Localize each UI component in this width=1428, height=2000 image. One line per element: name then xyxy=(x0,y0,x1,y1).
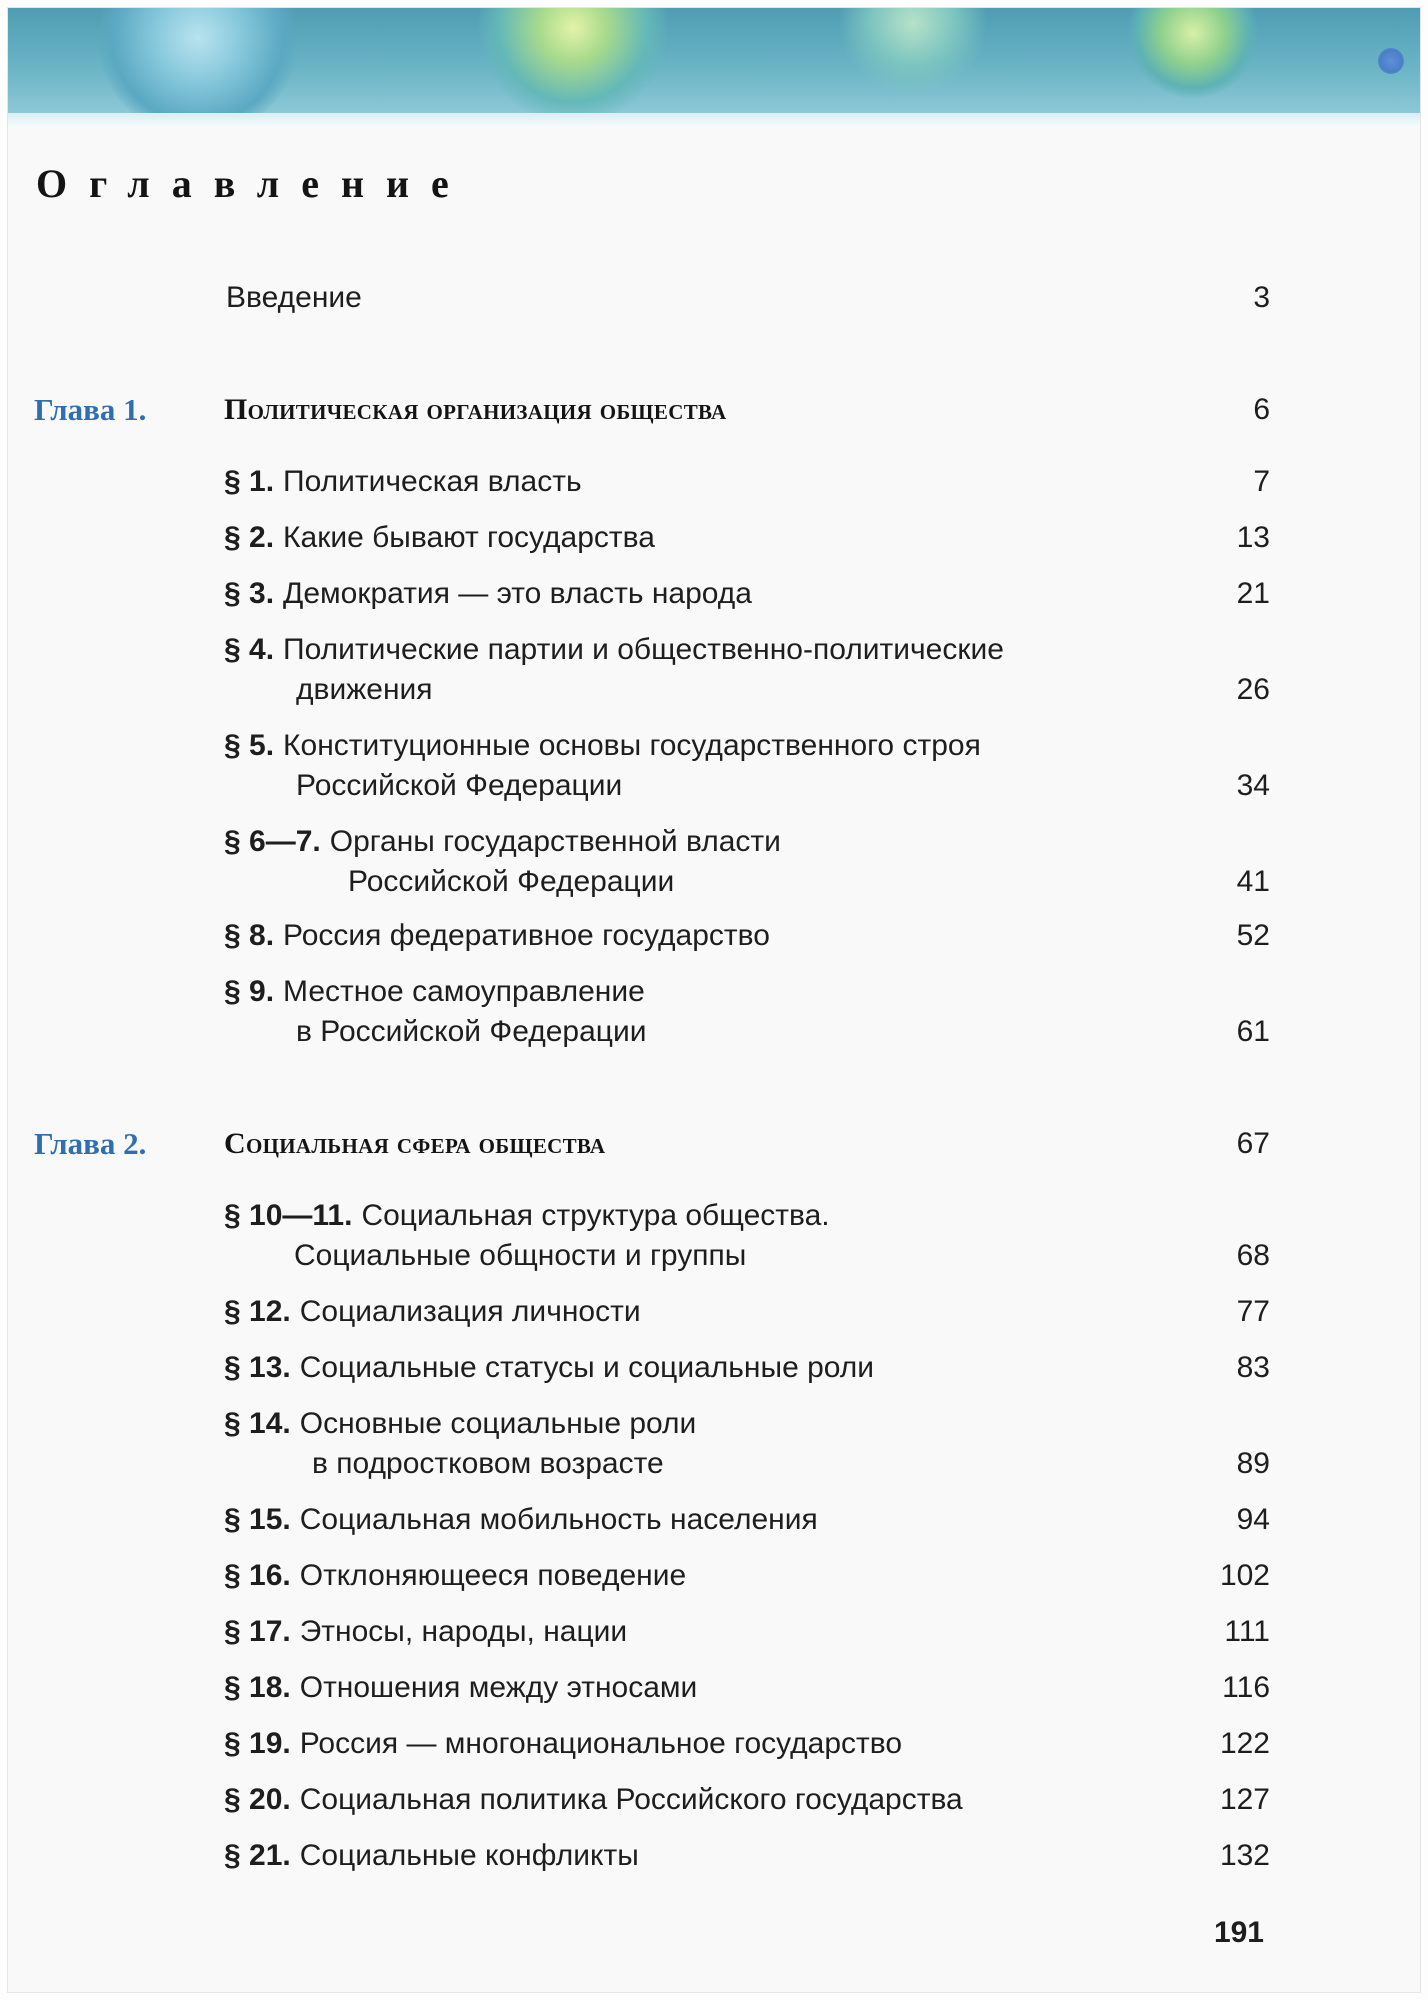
page-number: 127 xyxy=(1219,1783,1270,1816)
page-number: 89 xyxy=(1236,1447,1270,1480)
page-number: 34 xyxy=(1236,769,1270,802)
section-number: § 9. xyxy=(224,975,275,1008)
entry-text xyxy=(224,462,582,502)
entry-text xyxy=(224,1292,641,1332)
section-title: Демократия — это власть народа xyxy=(283,577,752,610)
chapter-title: Политическая организация общества xyxy=(224,393,727,426)
section-number: § 18. xyxy=(224,1671,291,1704)
header-banner xyxy=(8,8,1420,113)
chapter-label: Глава 2. xyxy=(34,1126,147,1161)
page-number: 132 xyxy=(1219,1839,1270,1872)
section-number: § 3. xyxy=(224,577,275,610)
entry-text xyxy=(224,1612,627,1652)
entry-text xyxy=(224,1836,639,1876)
section-number: § 8. xyxy=(224,919,275,952)
section-title: Россия федеративное государство xyxy=(283,919,770,952)
section-number: § 14. xyxy=(224,1407,291,1440)
page-number: 3 xyxy=(1253,281,1270,314)
page-number: 61 xyxy=(1236,1015,1270,1048)
entry-text xyxy=(224,1500,818,1540)
section-title: Какие бывают государства xyxy=(283,521,655,554)
section-title: Политическая власть xyxy=(283,465,582,498)
entry-text xyxy=(224,1348,874,1388)
section-title: Этносы, народы, нации xyxy=(299,1615,628,1648)
entry-text xyxy=(224,1724,902,1764)
page-number: 7 xyxy=(1253,465,1270,498)
page-number: 77 xyxy=(1236,1295,1270,1328)
section-title: Местное самоуправление xyxy=(283,975,645,1008)
section-number: § 2. xyxy=(224,521,275,554)
page-number: 68 xyxy=(1236,1239,1270,1272)
decor-bubble xyxy=(1128,8,1258,98)
page-number: 94 xyxy=(1236,1503,1270,1536)
page-number: 13 xyxy=(1236,521,1270,554)
section-title-cont: движения xyxy=(296,673,433,706)
section-title: Социальная структура общества. xyxy=(361,1199,830,1232)
section-number: § 19. xyxy=(224,1727,291,1760)
page-title: Оглавление xyxy=(36,161,471,206)
section-title-cont: в Российской Федерации xyxy=(296,1015,647,1048)
entry-text xyxy=(224,518,655,558)
section-title: Социальные статусы и социальные роли xyxy=(299,1351,875,1384)
page-number: 41 xyxy=(1236,865,1270,898)
entry-text xyxy=(224,574,752,614)
section-title: Социальные конфликты xyxy=(299,1839,639,1872)
entry-text xyxy=(224,1668,697,1708)
section-number: § 6—7. xyxy=(224,825,321,858)
entry-label: Введение xyxy=(226,281,362,314)
entry-text xyxy=(224,726,981,806)
section-number: § 17. xyxy=(224,1615,291,1648)
page-number: 21 xyxy=(1236,577,1270,610)
section-number: § 16. xyxy=(224,1559,291,1592)
entry-text xyxy=(224,630,1004,710)
section-title: Социализация личности xyxy=(299,1295,641,1328)
page-number: 83 xyxy=(1236,1351,1270,1384)
entry-text xyxy=(224,1556,686,1596)
page-number: 111 xyxy=(1224,1615,1270,1648)
folio-page-number: 191 xyxy=(1213,1916,1264,1949)
decor-bubble xyxy=(478,8,668,113)
section-title: Конституционные основы государственного строя xyxy=(283,729,981,762)
section-number: § 10—11. xyxy=(224,1199,353,1232)
section-number: § 15. xyxy=(224,1503,291,1536)
header-strip xyxy=(8,113,1420,127)
section-title-cont: Российской Федерации xyxy=(348,865,675,898)
section-title: Социальная мобильность населения xyxy=(299,1503,818,1536)
page-number: 122 xyxy=(1219,1727,1270,1760)
entry-text xyxy=(224,1780,963,1820)
section-title: Социальная политика Российского государства xyxy=(299,1783,963,1816)
decor-bubble xyxy=(838,8,988,98)
page-number: 102 xyxy=(1219,1559,1270,1592)
section-title: Отклоняющееся поведение xyxy=(299,1559,687,1592)
chapter-label: Глава 1. xyxy=(34,392,147,427)
section-number: § 12. xyxy=(224,1295,291,1328)
section-number: § 13. xyxy=(224,1351,291,1384)
entry-text xyxy=(224,1404,696,1484)
section-title: Россия — многонациональное государство xyxy=(299,1727,903,1760)
page xyxy=(8,8,1420,1992)
section-number: § 1. xyxy=(224,465,275,498)
section-number: § 20. xyxy=(224,1783,291,1816)
decor-bubble xyxy=(98,8,298,113)
section-title-cont: в подростковом возрасте xyxy=(312,1447,664,1480)
page-number: 67 xyxy=(1236,1127,1270,1160)
decor-bubble xyxy=(1378,48,1404,74)
section-number: § 5. xyxy=(224,729,275,762)
section-title-cont: Социальные общности и группы xyxy=(294,1239,747,1272)
entry-text xyxy=(224,972,647,1052)
section-title: Отношения между этносами xyxy=(299,1671,698,1704)
page-number: 116 xyxy=(1222,1671,1270,1704)
chapter-title: Социальная сфера общества xyxy=(224,1127,606,1160)
section-title-cont: Российской Федерации xyxy=(296,769,623,802)
page-number: 6 xyxy=(1253,393,1270,426)
entry-text xyxy=(224,1196,830,1276)
section-title: Органы государственной власти xyxy=(329,825,781,858)
section-number: § 4. xyxy=(224,633,275,666)
section-title: Основные социальные роли xyxy=(299,1407,697,1440)
section-title: Политические партии и общественно-политические xyxy=(283,633,1004,666)
page-number: 26 xyxy=(1236,673,1270,706)
section-number: § 21. xyxy=(224,1839,291,1872)
entry-text xyxy=(224,916,770,956)
entry-text xyxy=(224,822,781,902)
page-number: 52 xyxy=(1236,919,1270,952)
